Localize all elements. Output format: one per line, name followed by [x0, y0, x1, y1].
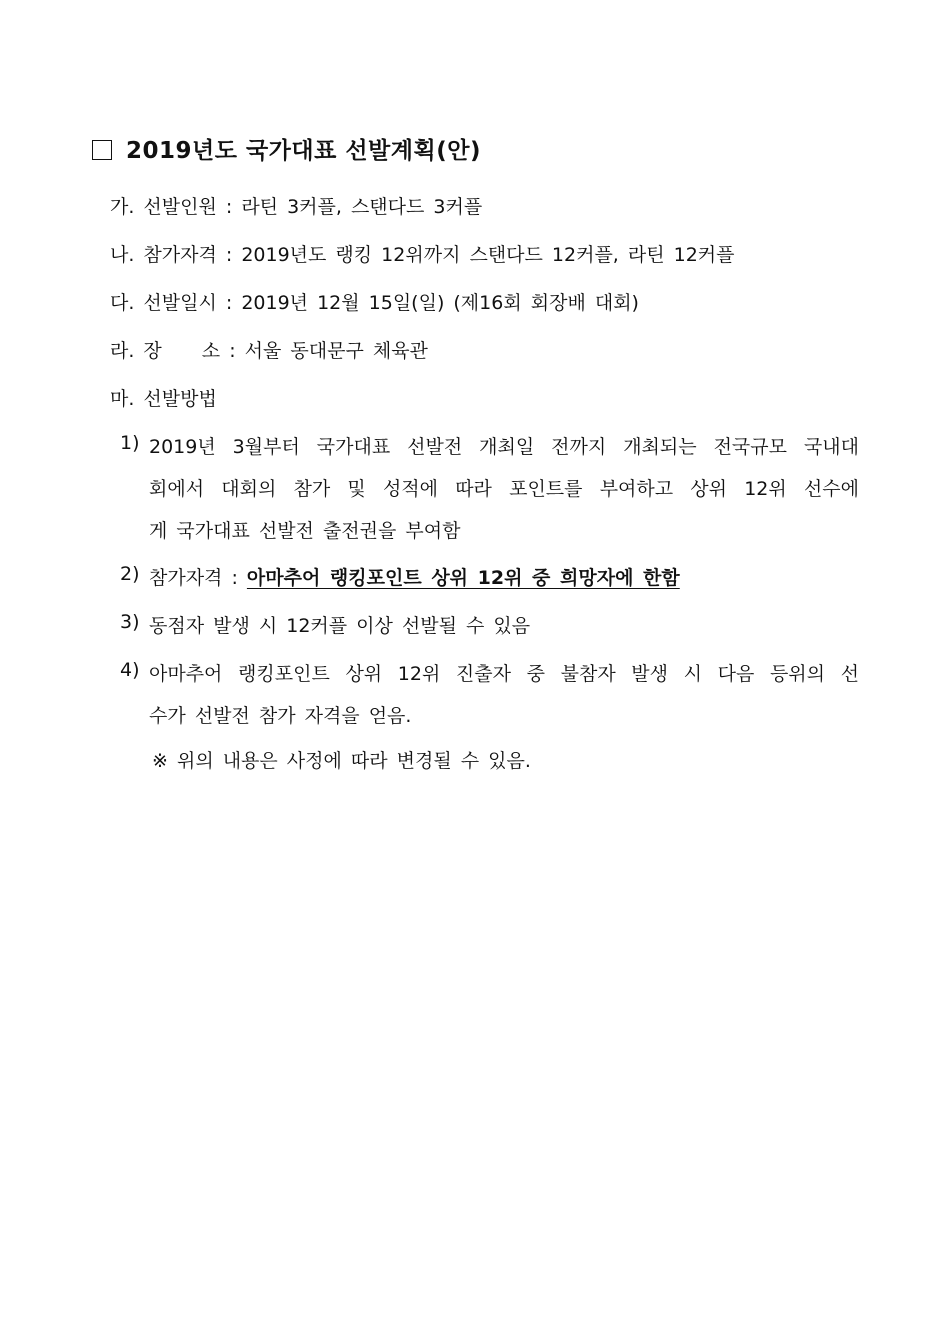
venue-label-part1: 라. 장	[110, 340, 162, 362]
method-1-number: 1)	[120, 432, 140, 454]
method-4-line-1: 아마추어 랭킹포인트 상위 12위 진출자 중 불참자 발생 시 다음 등위의 선	[149, 663, 859, 685]
method-4-number: 4)	[120, 659, 140, 681]
item-eligibility: 나. 참가자격 : 2019년도 랭킹 12위까지 스탠다드 12커플, 라틴 12커플	[110, 244, 735, 266]
method-3-text: 동점자 발생 시 12커플 이상 선발될 수 있음	[149, 615, 531, 637]
item-venue	[110, 336, 428, 363]
method-2-number: 2)	[120, 563, 140, 585]
method-1-line-3: 게 국가대표 선발전 출전권을 부여함	[149, 520, 461, 542]
venue-label-part2: 소 : 서울 동대문구 체육관	[201, 340, 428, 362]
method-1-line-1: 2019년 3월부터 국가대표 선발전 개최일 전까지 개최되는 전국규모 국내대	[149, 436, 859, 458]
method-4-line-2: 수가 선발전 참가 자격을 얻음.	[149, 705, 412, 727]
item-selection-count: 가. 선발인원 : 라틴 3커플, 스탠다드 3커플	[110, 196, 483, 218]
item-selection-method: 마. 선발방법	[110, 388, 217, 410]
method-1-line-2: 회에서 대회의 참가 및 성적에 따라 포인트를 부여하고 상위 12위 선수에	[149, 478, 859, 500]
method-2-emphasis: 아마추어 랭킹포인트 상위 12위 중 희망자에 한함	[246, 567, 680, 589]
title-text: 2019년도 국가대표 선발계획(안)	[126, 138, 481, 164]
method-2-prefix: 참가자격 :	[149, 567, 247, 589]
document-title	[92, 132, 481, 165]
note-text: ※ 위의 내용은 사정에 따라 변경될 수 있음.	[152, 750, 531, 772]
method-2-text	[149, 563, 680, 590]
checkbox-square-icon	[92, 140, 112, 160]
method-3-number: 3)	[120, 611, 140, 633]
item-selection-date: 다. 선발일시 : 2019년 12월 15일(일) (제16회 회장배 대회)	[110, 292, 639, 314]
